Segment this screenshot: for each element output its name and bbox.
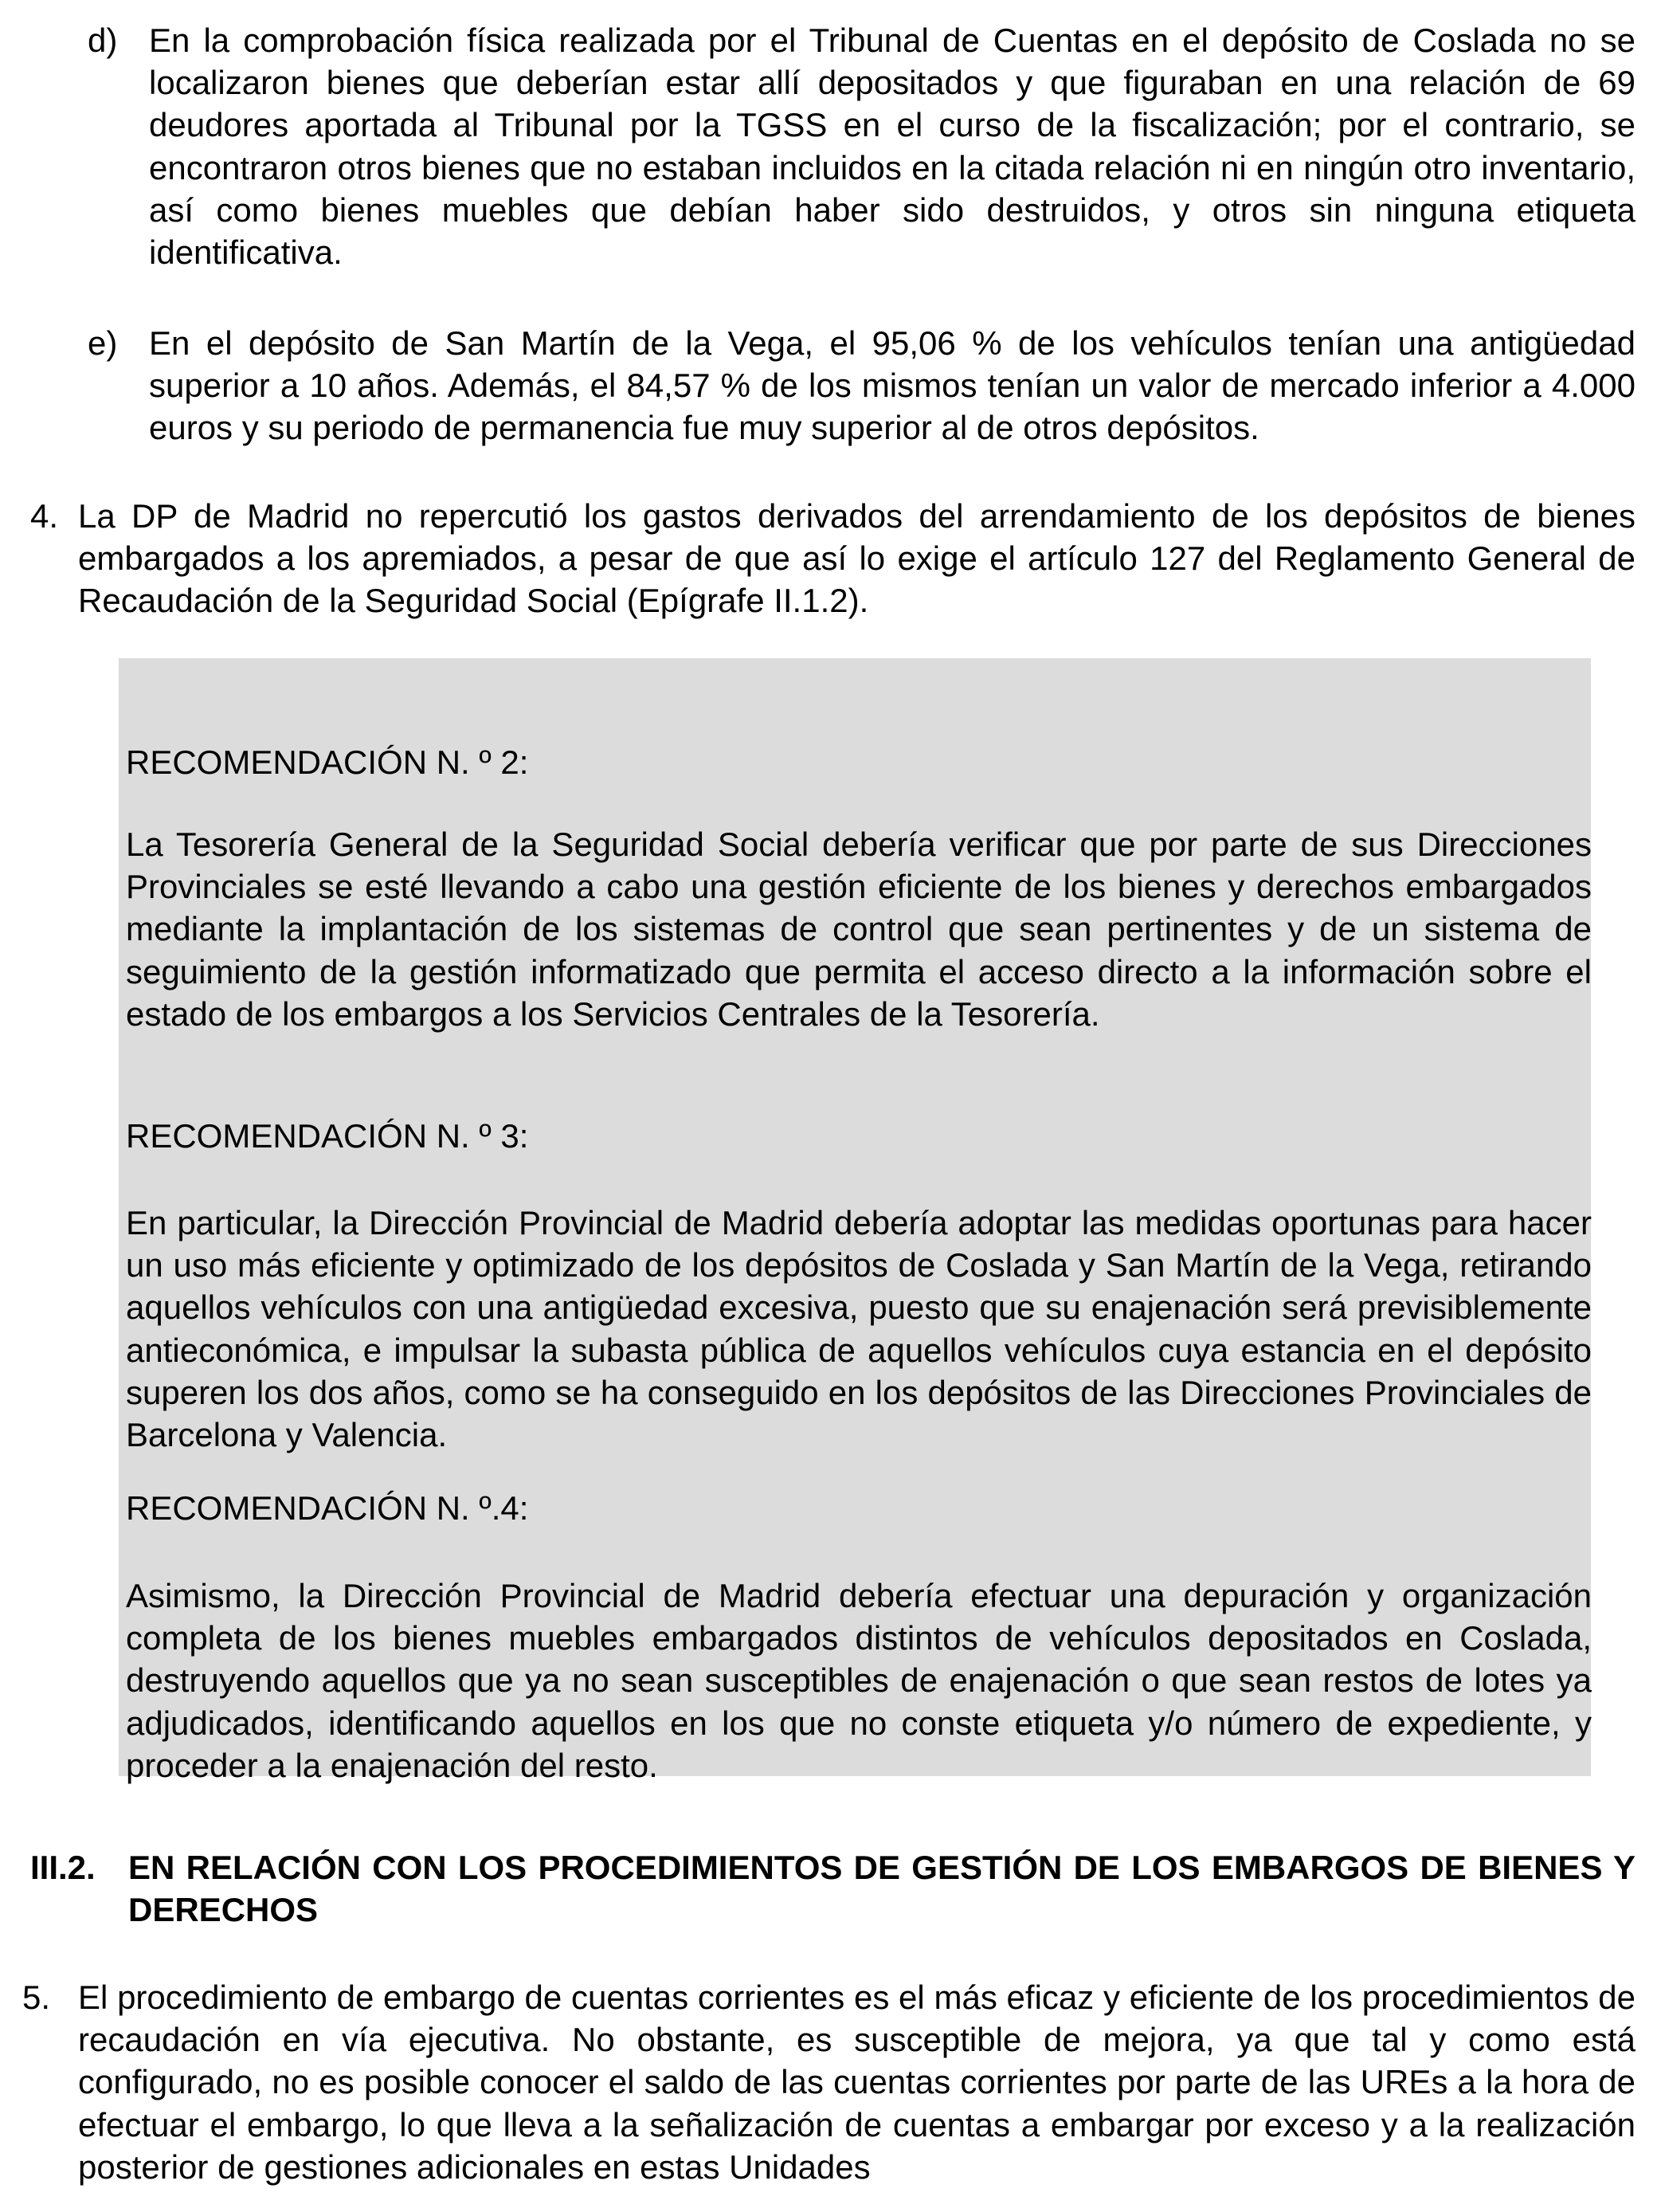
item-4-text: La DP de Madrid no repercutió los gastos derivados del arrendamiento de los depósitos de bienes embargados a los apremiados, a pesar de que así lo exige el artículo 127 del Reglamento General de Recaudación de la Seguridad Social (Epígrafe II.1.2). [78,497,1635,620]
item-5-label: 5. [22,1979,51,2016]
section-title: EN RELACIÓN CON LOS PROCEDIMIENTOS DE GESTIÓN DE LOS EMBARGOS DE BIENES Y DERECHOS [128,1849,1635,1929]
item-5-text: El procedimiento de embargo de cuentas corrientes es el más eficaz y eficiente de los procedimientos de recaudación en vía ejecutiva. No obstante, es susceptible de mejora, ya que tal y como está configurado, no es posible conocer el saldo de las cuentas corrientes por parte de las UREs a la hora de efectuar el embargo, lo que lleva a la señalización de cuentas a embargar por exceso y a la realización posterior de gestiones adicionales en estas Unidades [78,1979,1635,2186]
item-d-label: d) [88,22,118,59]
recommendation-4-text: Asimismo, la Dirección Provincial de Madrid debería efectuar una depuración y organización completa de los bienes muebles embargados distintos de vehículos depositados en Coslada, destruyendo aquellos que ya no sean susceptibles de enajenación o que sean restos de lotes ya adjudicados, identificando aquellos en los que no conste etiqueta y/o número de expediente, y proceder a la enajenación del resto. [126,1577,1592,1784]
item-4-label: 4. [30,497,59,535]
item-e-label: e) [88,324,118,362]
recommendation-4-title: RECOMENDACIÓN N. º.4: [126,1489,529,1527]
recommendation-3-text: En particular, la Dirección Provincial de Madrid debería adoptar las medidas oportunas para hacer un uso más eficiente y optimizado de los depósitos de Coslada y San Martín de la Vega, retirando aquellos vehículos con una antigüedad excesiva, puesto que su enajenación será previsiblemente antieconómica, e impulsar la subasta pública de aquellos vehículos cuya estancia en el depósito superen los dos años, como se ha conseguido en los depósitos de las Direcciones Provinciales de Barcelona y Valencia. [126,1204,1592,1454]
recommendation-2-text: La Tesorería General de la Seguridad Social debería verificar que por parte de sus Direcciones Provinciales se esté llevando a cabo una gestión eficiente de los bienes y derechos embargados mediante la implantación de los sistemas de control que sean pertinentes y de un sistema de seguimiento de la gestión informatizado que permita el acceso directo a la información sobre el estado de los embargos a los Servicios Centrales de la Tesorería. [126,826,1592,1033]
recommendation-3-title: RECOMENDACIÓN N. º 3: [126,1117,529,1155]
item-e-text: En el depósito de San Martín de la Vega, el 95,06 % de los vehículos tenían una antigüedad superior a 10 años. Además, el 84,57 % de los mismos tenían un valor de mercado inferior a 4.000 euros y su periodo de permanencia fue muy superior al de otros depósitos. [149,324,1635,447]
section-number: III.2. [30,1849,96,1886]
item-d-text: En la comprobación física realizada por el Tribunal de Cuentas en el depósito de Coslada no se localizaron bienes que deberían estar allí depositados y que figuraban en una relación de 69 deudores aportada al Tribunal por la TGSS en el curso de la fiscalización; por el contrario, se encontraron otros bienes que no estaban incluidos en la citada relación ni en ningún otro inventario, así como bienes muebles que debían haber sido destruidos, y otros sin ninguna etiqueta identificativa. [149,22,1635,272]
recommendation-2-title: RECOMENDACIÓN N. º 2: [126,743,529,781]
